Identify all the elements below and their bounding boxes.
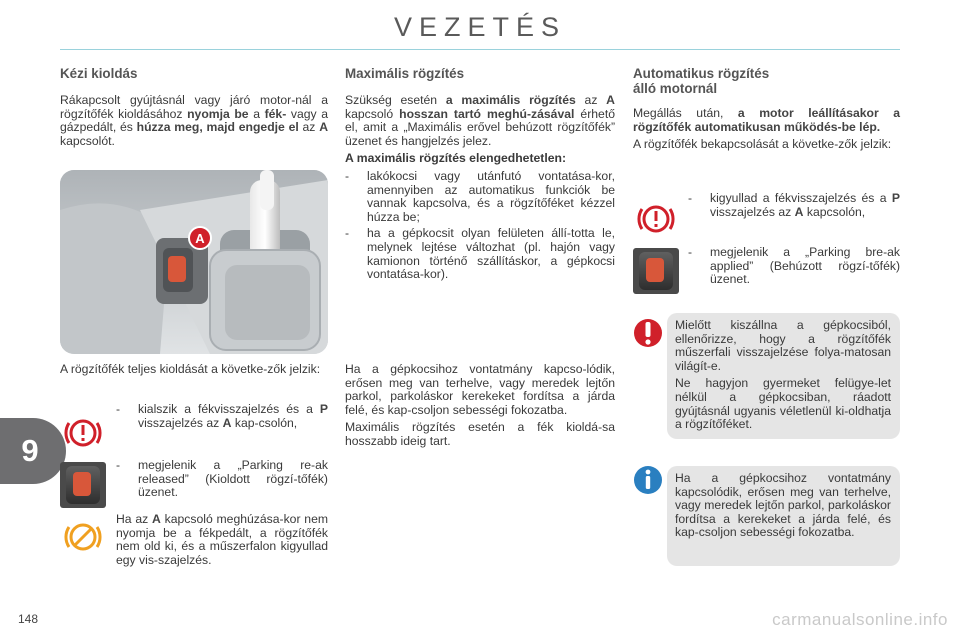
heading-manual-release: Kézi kioldás	[60, 66, 138, 81]
maximum-application-paragraph: Szükség esetén a maximális rögzítés az A kapcsoló hosszan tartó meghú-zásával érhető el, amit a „Maximális erővel behúzott rögzítőfék” üzenet és hangjelzés jelez.	[345, 93, 615, 148]
column-automatic-application	[633, 66, 900, 152]
parking-switch-icon	[633, 248, 679, 294]
automatic-application-paragraph: Megállás után, a motor leállításakor a rögzítőfék automatikusan működés-be lép.	[633, 106, 901, 134]
heading-maximum-application: Maximális rögzítés	[345, 66, 465, 81]
manual-release-paragraph: Rákapcsolt gyújtásnál vagy járó motor-nál a rögzítőfék kioldásához nyomja be a fék- vagy a gázpedált, és húzza meg, majd engedje el az A kapcsolót.	[60, 93, 328, 148]
manual-release-indicators	[60, 363, 328, 377]
console-illustration	[60, 170, 328, 354]
info-icon	[633, 462, 663, 502]
maximum-application-subheading: A maximális rögzítés elengedhetetlen:	[345, 151, 567, 166]
maximum-application-bullet-2: - ha a gépkocsit olyan felületen állí-totta le, melynek lejtése változhat (pl. hajón vagy kamionon történő szállításkor, a gépkocsi vontatása-kor).	[345, 226, 615, 282]
watermark: carmanualsonline.info	[772, 610, 948, 629]
brake-fault-amber-icon	[60, 515, 106, 559]
exclamation-icon	[633, 313, 663, 359]
switch-a-marker: A	[195, 231, 205, 246]
column-maximum-application	[345, 66, 615, 282]
page-number: 148	[18, 612, 39, 626]
warning-paragraph-2: Ne hagyjon gyermeket felügye-let nélkül a gépkocsiban, ráadott gyújtásnál ugyanis véletlenül ki-oldhatja a rögzítőféket.	[675, 376, 891, 432]
chapter-number: 9	[21, 433, 39, 468]
automatic-application-indicator-intro: A rögzítőfék bekapcsolását a követke-zők jelzik:	[633, 137, 892, 152]
manual-release-note: Ha az A kapcsoló meghúzása-kor nem nyomja be a fékpedált, a rögzítőfék nem old ki, és a műszerfalon kigyullad egy vis-szajelzés.	[116, 512, 328, 567]
brake-warning-icon	[60, 410, 106, 456]
warning-box	[667, 313, 900, 439]
brake-warning-icon	[633, 196, 679, 242]
heading-automatic-application: Automatikus rögzítés álló motornál	[633, 66, 770, 96]
info-box	[667, 466, 900, 566]
info-paragraph: Ha a gépkocsihoz vontatmány kapcsolódik, erősen meg van terhelve, vagy meredek lejtőn parkol, parkoláskor fordítsa a kerekeket a járda felé, és kap-csoljon sebességi fokozatba.	[675, 471, 891, 540]
title-rule	[60, 49, 900, 50]
parking-switch-icon	[60, 462, 106, 508]
automatic-application-bullet-2: - megjelenik a „Parking bre-ak applied” (Behúzott rögzí-tőfék) üzenet.	[688, 245, 900, 287]
towing-advice-paragraph: Ha a gépkocsihoz vontatmány kapcso-lódik, erősen meg van terhelve, vagy meredek lejtőn parkol, parkoláskor kerekeket fordítsa a járda felé, és kap-csoljon sebességi fokozatba.	[345, 362, 615, 417]
manual-release-indicator-intro: A rögzítőfék teljes kioldását a követke-zők jelzik:	[60, 362, 321, 376]
release-duration-paragraph: Maximális rögzítés esetén a fék kioldá-sa hosszabb ideig tart.	[345, 420, 615, 448]
manual-release-bullet-1: - kialszik a fékvisszajelzés és a P visszajelzés az A kap-csolón,	[116, 402, 328, 430]
page-title: VEZETÉS	[393, 12, 567, 42]
maximum-application-notes	[345, 363, 615, 449]
parking-brake-switch-photo	[60, 170, 328, 354]
column-manual-release	[60, 66, 328, 148]
warning-paragraph-1: Mielőtt kiszállna a gépkocsiból, ellenőrizze, hogy a rögzítőfék műszerfali visszajelzése folya-matosan világít-e.	[675, 318, 891, 373]
chapter-tab	[0, 418, 66, 484]
maximum-application-bullet-1: - lakókocsi vagy utánfutó vontatása-kor, amennyiben az automatikus funkciók be vannak kapcsolva, és a rögzítőféket kézzel húzza be;	[345, 168, 615, 224]
automatic-application-bullet-1: - kigyullad a fékvisszajelzés és a P visszajelzés az A kapcsolón,	[688, 191, 900, 219]
manual-release-bullet-2: - megjelenik a „Parking re-ak released” (Kioldott rögzí-tőfék) üzenet.	[116, 458, 328, 500]
